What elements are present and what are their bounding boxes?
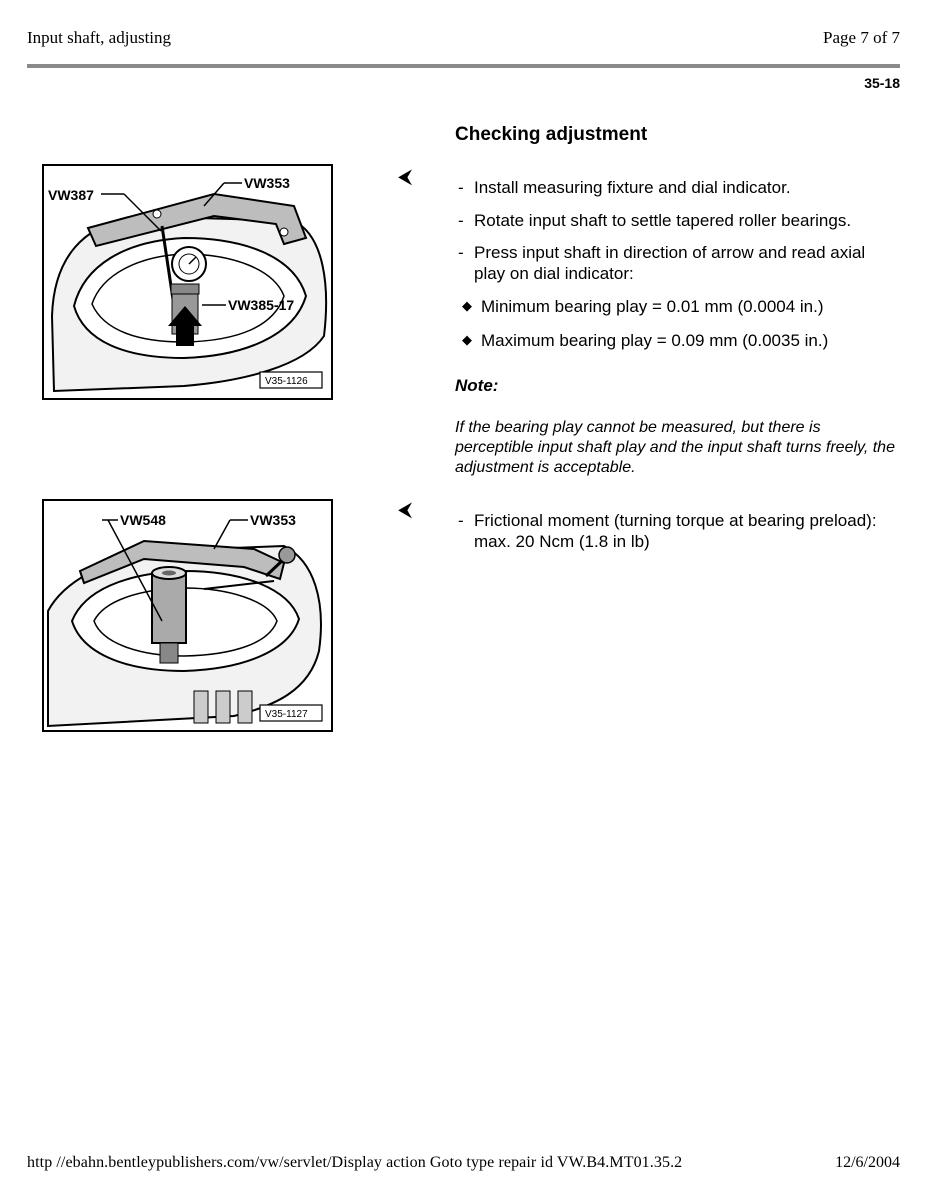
footer-url: http //ebahn.bentleypublishers.com/vw/servlet/Display action Goto type repair id VW.B4.MT01.35.2 [27, 1154, 683, 1171]
page-number: Page 7 of 7 [823, 28, 900, 47]
figure-1-label-vw385-17: VW385-17 [228, 297, 295, 313]
note-body: If the bearing play cannot be measured, but there is perceptible input shaft play and the input shaft turns freely, the adjustment is acceptable. [455, 419, 895, 476]
figure-1-illustration [44, 166, 331, 398]
figure-1-label-vw353: VW353 [244, 175, 290, 191]
figure-2-label-vw353: VW353 [250, 512, 296, 528]
figure-2-illustration [44, 501, 331, 730]
figure-2-label-vw548: VW548 [120, 512, 166, 528]
figure-measuring-fixture [42, 164, 333, 400]
note-heading: Note: [455, 376, 499, 395]
figure-frictional-moment [42, 499, 333, 732]
step-text: Press input shaft in direction of arrow and read axial play on dial indicator: [474, 243, 866, 283]
figure-pointer-icon: ⮜ [398, 164, 413, 188]
spec-text: Maximum bearing play = 0.09 mm (0.0035 in.) [481, 331, 829, 350]
figure-pointer-icon: ⮜ [398, 497, 413, 521]
footer-date: 12/6/2004 [835, 1154, 900, 1171]
section-title: Checking adjustment [455, 124, 648, 145]
diamond-bullet-icon: ◆ [462, 332, 472, 347]
step-text: Frictional moment (turning torque at bearing preload): max. 20 Ncm (1.8 in lb) [474, 511, 877, 551]
header-divider [27, 64, 900, 68]
figure-1-label-vw387: VW387 [48, 187, 94, 203]
step-text: Install measuring fixture and dial indicator. [474, 178, 791, 197]
spec-text: Minimum bearing play = 0.01 mm (0.0004 in.) [481, 297, 824, 316]
figure-2-reference: V35-1127 [265, 709, 308, 720]
figure-1-reference: V35-1126 [265, 376, 308, 387]
step-text: Rotate input shaft to settle tapered roller bearings. [474, 211, 852, 230]
diamond-bullet-icon: ◆ [462, 298, 472, 313]
section-code: 35-18 [864, 75, 900, 91]
document-title: Input shaft, adjusting [27, 28, 172, 47]
